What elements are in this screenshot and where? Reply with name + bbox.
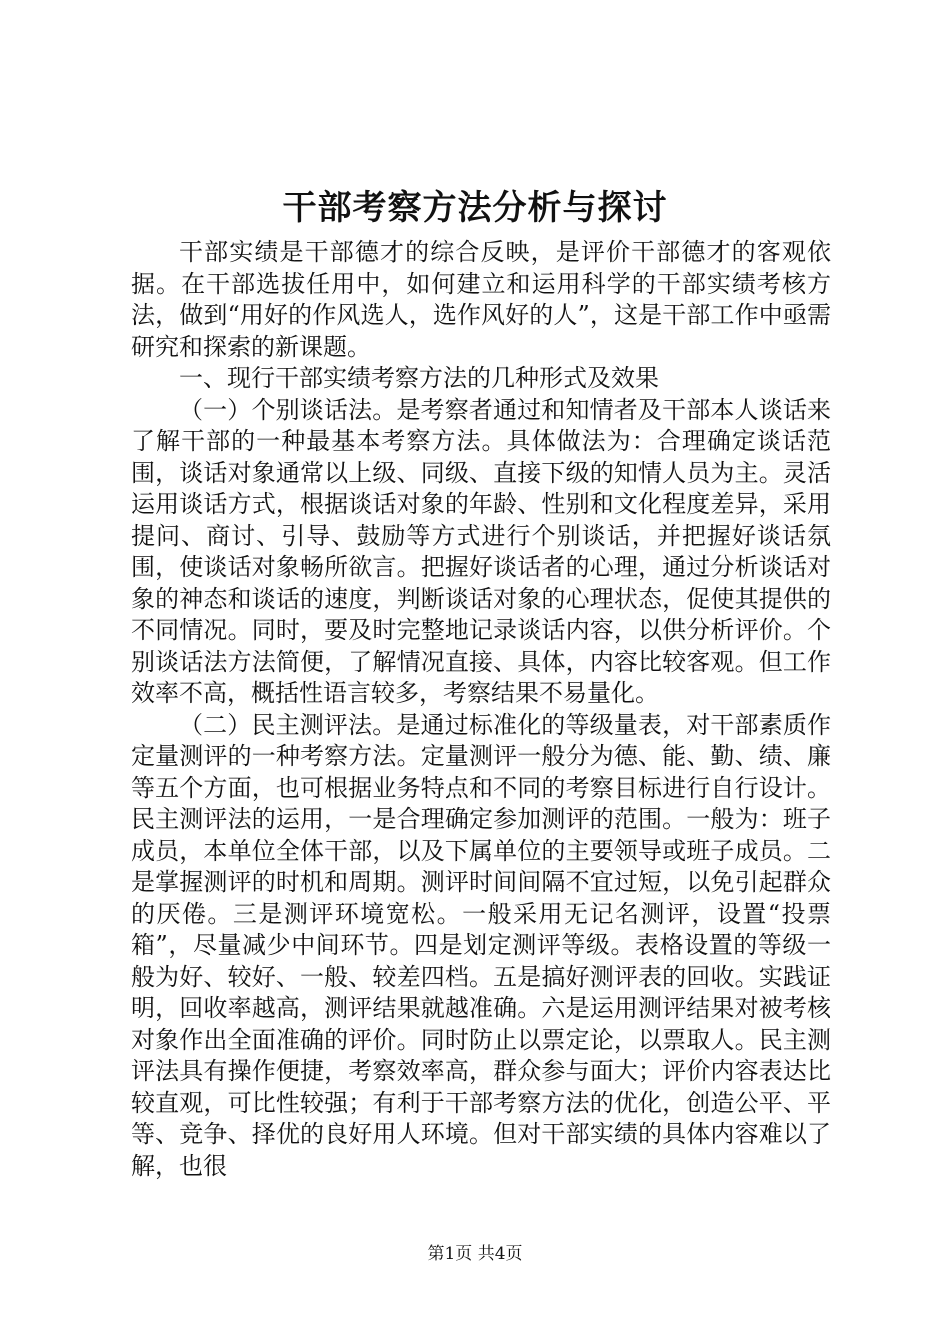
document-title: 干部考察方法分析与探讨 (282, 188, 668, 228)
document-body (131, 237, 831, 1182)
page-number-footer: 第1页 共4页 (427, 1244, 523, 1264)
paragraph-individual-talk: （一）个别谈话法。是考察者通过和知情者及干部本人谈话来了解干部的一种最基本考察方法。具体做法为：合理确定谈话范围，谈话对象通常以上级、同级、直接下级的知情人员为主。灵活运用谈话方式，根据谈话对象的年龄、性别和文化程度差异，采用提问、商讨、引导、鼓励等方式进行个别谈话，并把握好谈话氛围，使谈话对象畅所欲言。把握好谈话者的心理，通过分析谈话对象的神态和谈话的速度，判断谈话对象的心理状态，促使其提供的不同情况。同时，要及时完整地记录谈话内容，以供分析评价。个别谈话法方法简便，了解情况直接、具体，内容比较客观。但工作效率不高，概括性语言较多，考察结果不易量化。 (131, 395, 831, 707)
paragraph-intro: 干部实绩是干部德才的综合反映，是评价干部德才的客观依据。在干部选拔任用中，如何建立和运用科学的干部实绩考核方法，做到“用好的作风选人，选作风好的人”，这是干部工作中亟需研究和探索的新课题。 (131, 238, 831, 361)
section-heading-1: 一、现行干部实绩考察方法的几种形式及效果 (179, 364, 659, 392)
paragraph-democratic-evaluation: （二）民主测评法。是通过标准化的等级量表，对干部素质作定量测评的一种考察方法。定量测评一般分为德、能、勤、绩、廉等五个方面，也可根据业务特点和不同的考察目标进行自行设计。民主测评法的运用，一是合理确定参加测评的范围。一般为：班子成员，本单位全体干部，以及下属单位的主要领导或班子成员。二是掌握测评的时机和周期。测评时间间隔不宜过短，以免引起群众的厌倦。三是测评环境宽松。一般采用无记名测评，设置“投票箱”，尽量减少中间环节。四是划定测评等级。表格设置的等级一般为好、较好、一般、较差四档。五是搞好测评表的回收。实践证明，回收率越高，测评结果就越准确。六是运用测评结果对被考核对象作出全面准确的评价。同时防止以票定论，以票取人。民主测评法具有操作便捷，考察效率高，群众参与面大；评价内容表达比较直观，可比性较强；有利于干部考察方法的优化，创造公平、平等、竞争、择优的良好用人环境。但对干部实绩的具体内容难以了解，也很 (131, 710, 831, 1180)
